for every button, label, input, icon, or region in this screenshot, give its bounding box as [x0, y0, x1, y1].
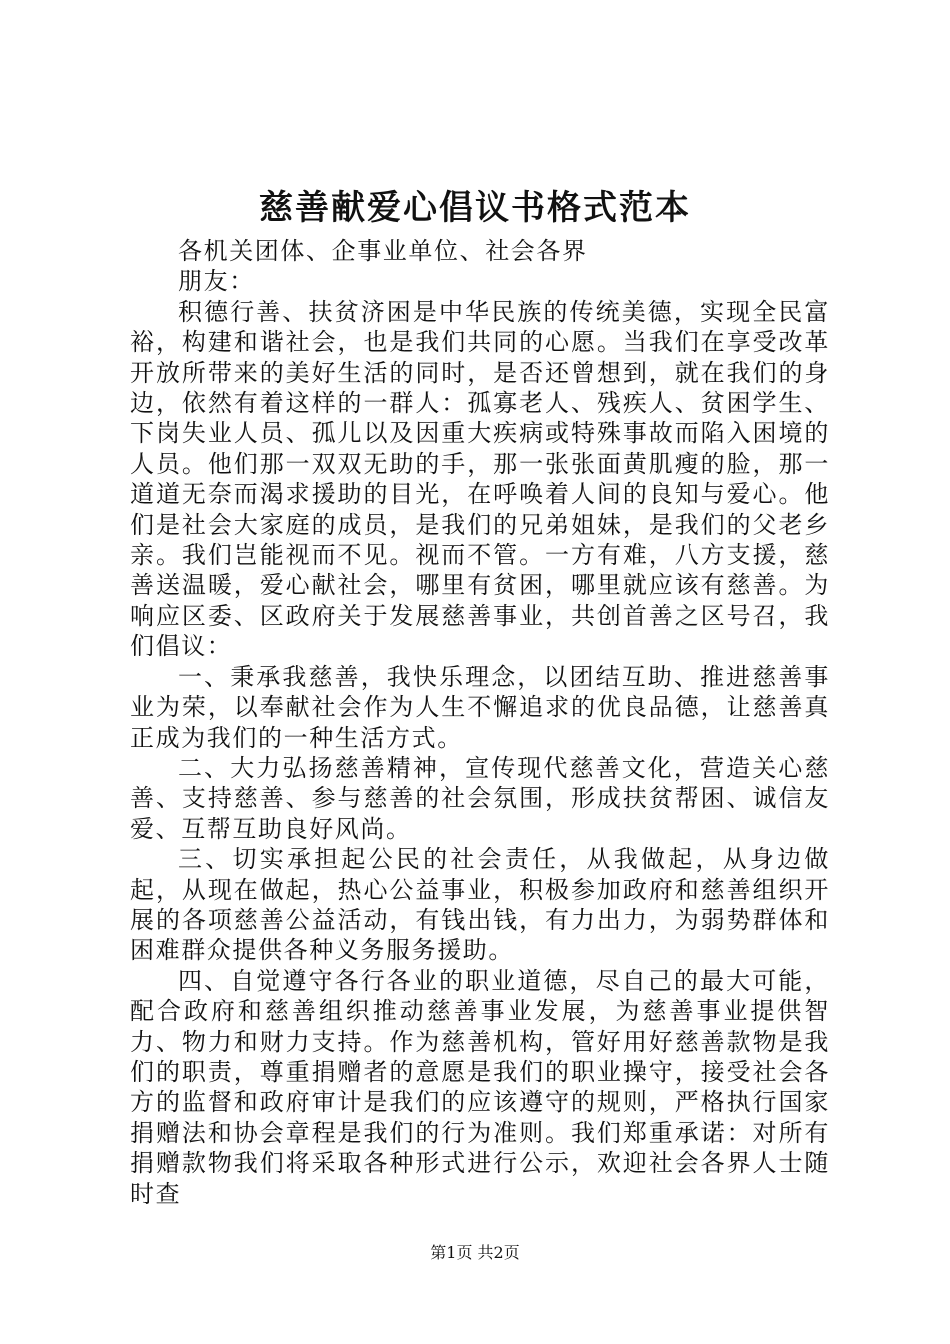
body-paragraph: 积德行善、扶贫济困是中华民族的传统美德，实现全民富裕，构建和谐社会，也是我们共同的心愿。当我们在享受改革开放所带来的美好生活的同时，是否还曾想到，就在我们的身边，依然有着这样的一群人：孤寡老人、残疾人、贫困学生、下岗失业人员、孤儿以及因重大疾病或特殊事故而陷入困境的人员。他们那一双双无助的手，那一张张面黄肌瘦的脸，那一道道无奈而渴求援助的目光，在呼唤着人间的良知与爱心。他们是社会大家庭的成员，是我们的兄弟姐妹，是我们的父老乡亲。我们岂能视而不见。视而不管。一方有难，八方支援，慈善送温暖，爱心献社会，哪里有贫困，哪里就应该有慈善。为响应区委、区政府关于发展慈善事业，共创首善之区号召，我们倡议： [130, 297, 830, 661]
body-paragraph: 二、大力弘扬慈善精神，宣传现代慈善文化，营造关心慈善、支持慈善、参与慈善的社会氛围，形成扶贫帮困、诚信友爱、互帮互助良好风尚。 [130, 753, 830, 843]
salutation-line: 朋友： [178, 267, 255, 296]
body-paragraph: 一、秉承我慈善，我快乐理念，以团结互助、推进慈善事业为荣，以奉献社会作为人生不懈追求的优良品德，让慈善真正成为我们的一种生活方式。 [130, 662, 830, 752]
document-body [130, 236, 830, 1209]
salutation-line: 各机关团体、企事业单位、社会各界 [178, 237, 588, 265]
body-paragraph: 四、自觉遵守各行各业的职业道德，尽自己的最大可能，配合政府和慈善组织推动慈善事业发展，为慈善事业提供智力、物力和财力支持。作为慈善机构，管好用好慈善款物是我们的职责，尊重捐赠者的意愿是我们的职业操守，接受社会各方的监督和政府审计是我们的应该遵守的规则，严格执行国家捐赠法和协会章程是我们的行为准则。我们郑重承诺：对所有捐赠款物我们将采取各种形式进行公示，欢迎社会各界人士随时查 [130, 966, 830, 1208]
body-paragraph: 三、切实承担起公民的社会责任，从我做起，从身边做起，从现在做起，热心公益事业，积极参加政府和慈善组织开展的各项慈善公益活动，有钱出钱，有力出力，为弱势群体和困难群众提供各种义务服务援助。 [130, 845, 830, 965]
page-footer: 第1页 共2页 [430, 1243, 520, 1262]
document-title: 慈善献爱心倡议书格式范本 [259, 188, 691, 228]
